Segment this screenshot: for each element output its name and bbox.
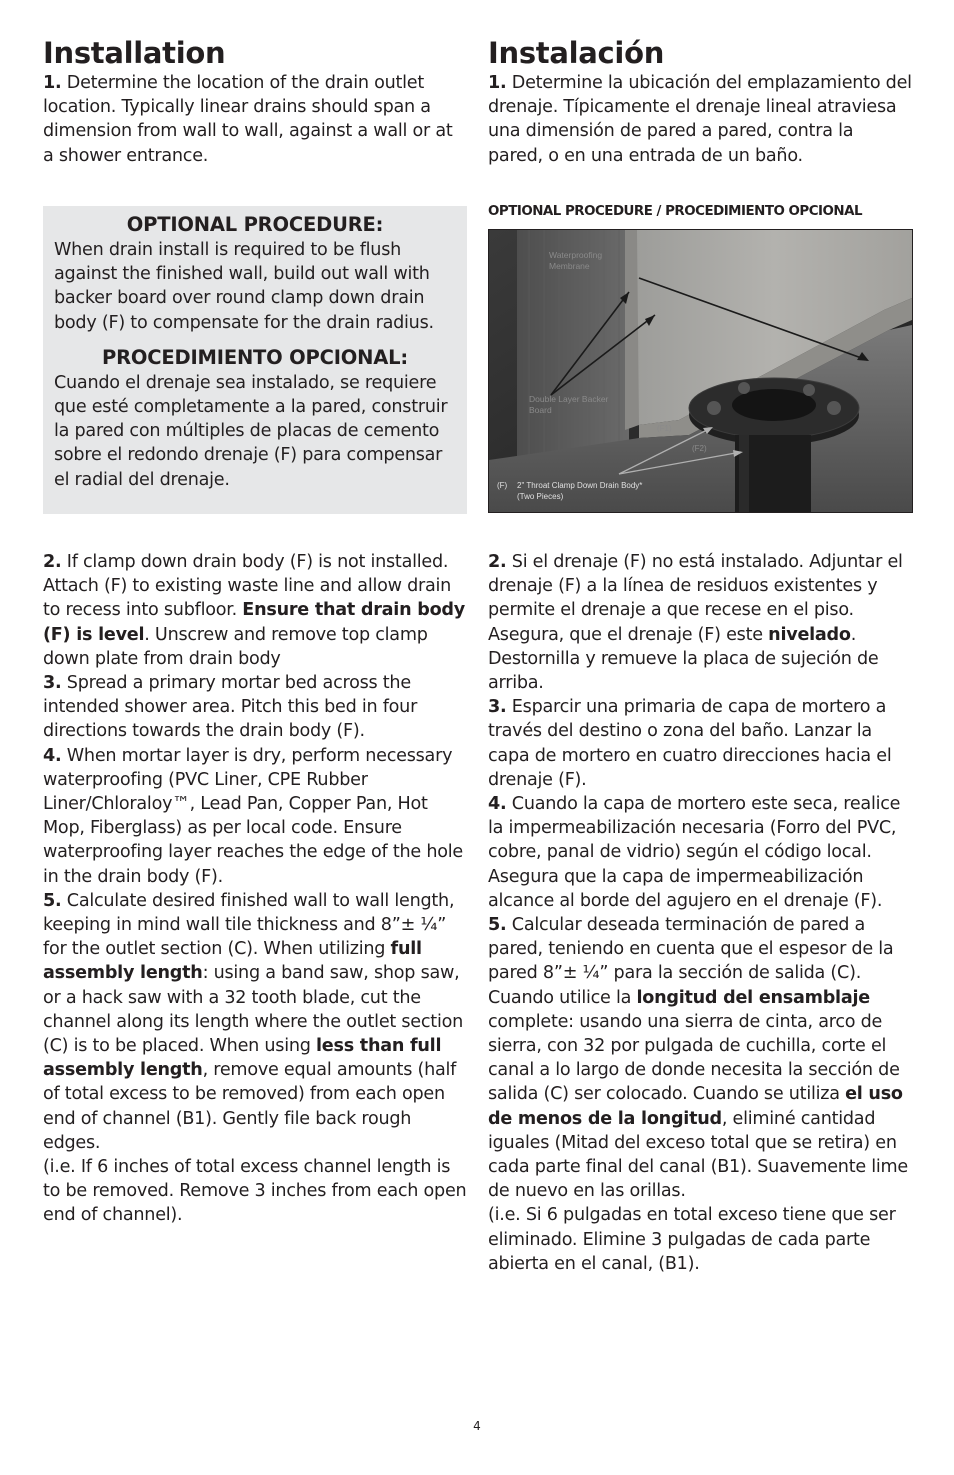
steps-spanish (488, 550, 912, 1276)
label-membrane-line-2: Membrane (549, 261, 590, 271)
note-english: (i.e. If 6 inches of total excess channel length is to be removed. Remove 3 inches from each open end of channel). (43, 1157, 467, 1226)
label-backer-line-2: Board (529, 405, 552, 415)
step-1-spanish: 1. Determine la ubicación del emplazamiento del drenaje. Típicamente el drenaje lineal atraviesa una dimensión de pared a pared, contra la pared, o en una entrada de un baño. (488, 73, 912, 166)
step-3-english: 3. Spread a primary mortar bed across the intended shower area. Pitch this bed in four directions towards the drain body (F). (43, 673, 418, 742)
label-f1: (F1) (657, 424, 672, 433)
page-title-english: Installation (43, 36, 226, 70)
bolt-icon (738, 382, 750, 394)
label-membrane-line-1: Waterproofing (549, 250, 603, 260)
legend-key: (F) (497, 481, 508, 490)
bolt-icon (803, 384, 815, 396)
step-1-english: 1. Determine the location of the drain outlet location. Typically linear drains should span a dimension from wall to wall, against a wall or at a shower entrance. (43, 73, 453, 166)
step-2-spanish: 2. Si el drenaje (F) no está instalado. Adjuntar el drenaje (F) a la línea de residuos existentes y permite el drenaje a que recese en el piso. Asegura, que el drenaje (F) este nivelado. Destornilla y remueve la placa de sujeción de arriba. (488, 552, 903, 694)
optional-text-spanish: Cuando el drenaje sea instalado, se requiere que esté completamente a la pared, construir la pared con múltiples de placas de cemento sobre el redondo drenaje (F) para compensar el radial del drenaje. (54, 372, 448, 490)
bolt-icon (707, 401, 721, 415)
figure-caption: OPTIONAL PROCEDURE / PROCEDIMIENTO OPCIONAL (488, 204, 863, 219)
label-f2: (F2) (692, 444, 707, 453)
note-spanish: (i.e. Si 6 pulgadas en total exceso tiene que ser eliminado. Elimine 3 pulgadas de cada parte abierta en el canal, (B1). (488, 1205, 896, 1274)
page-title-spanish: Instalación (488, 36, 665, 70)
label-backer-line-1: Double Layer Backer (529, 394, 609, 404)
optional-heading-spanish: PROCEDIMIENTO OPCIONAL: (102, 345, 408, 369)
steps-english (43, 550, 467, 1228)
step-5-english: 5. Calculate desired finished wall to wall length, keeping in mind wall tile thickness and 8”± ¼” for the outlet section (C). When utilizing full assembly length: using a band saw, shop saw, or a hack saw with a 32 tooth blade, cut the channel along its length where the outlet section (C) is to be placed. When using less than full assembly length, remove equal amounts (half of total excess to be removed) from each open end of channel (B1). Gently file back rough edges. (43, 890, 463, 1153)
optional-heading-english: OPTIONAL PROCEDURE: (126, 213, 384, 236)
optional-procedure-box (43, 206, 467, 514)
drain-installation-figure (488, 229, 913, 513)
legend-line-2: (Two Pieces) (517, 492, 564, 501)
page-number: 4 (473, 1419, 481, 1433)
step-5-spanish: 5. Calcular deseada terminación de pared a pared, teniendo en cuenta que el espesor de la pared 8”± ¼” para la sección de salida (C). Cuando utilice la longitud del ensamblaje complete: usando una sierra de cinta, arco de sierra, con 32 por pulgada de cuchilla, corte el canal a lo largo de donde necesita la sección de salida (C) ser colocado. Cuando se utiliza el uso de menos de la longitud, eliminé cantidad iguales (Mitad del exceso total que se retira) en cada parte final del canal (B1). Suavemente lime de nuevo en las orillas. (488, 915, 909, 1202)
legend-line-1: 2" Throat Clamp Down Drain Body* (517, 481, 643, 490)
backer-board-layer-1 (625, 230, 639, 430)
step-3-spanish: 3. Esparcir una primaria de capa de mortero a través del destino o zona del baño. Lanzar la capa de mortero en cuatro direcciones hacia el drenaje (F). (488, 697, 892, 790)
step-4-spanish: 4. Cuando la capa de mortero este seca, realice la impermeabilización necesaria (Forro del PVC, cobre, panal de vidrio) según el código local. Asegura que la capa de impermeabilización alcance al borde del agujero en el drenaje (F). (488, 794, 901, 911)
bolt-icon (827, 401, 841, 415)
optional-text-english: When drain install is required to be flush against the finished wall, build out wall with backer board over round clamp down drain body (F) to compensate for the drain radius. (54, 240, 434, 333)
step-4-english: 4. When mortar layer is dry, perform necessary waterproofing (PVC Liner, CPE Rubber Liner/Chloraloy™, Lead Pan, Copper Pan, Hot Mop, Fiberglass) as per local code. Ensure waterproofing layer reaches the edge of the hole in the drain body (F). (43, 745, 463, 887)
step-2-english: 2. If clamp down drain body (F) is not installed. Attach (F) to existing waste line and allow drain to recess into subfloor. Ensure that drain body (F) is level. Unscrew and remove top clamp down plate from drain body (43, 552, 465, 669)
step-number: 1. (43, 73, 62, 93)
